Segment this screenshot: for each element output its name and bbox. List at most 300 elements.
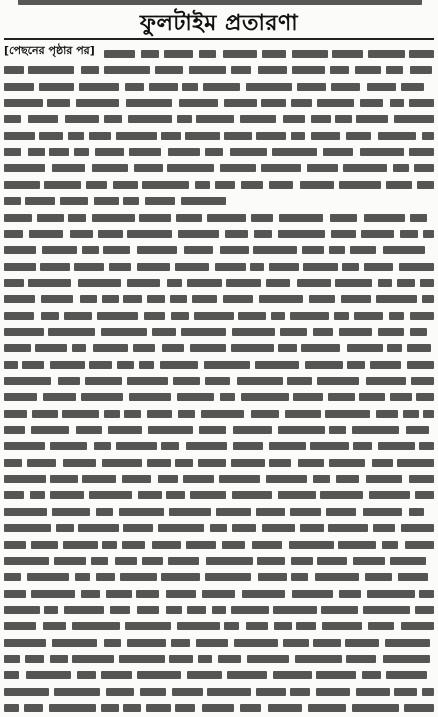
text-word (266, 279, 290, 287)
text-word (203, 83, 240, 91)
text-word (186, 541, 216, 549)
text-word (127, 377, 168, 385)
text-word (81, 590, 100, 598)
text-word (139, 361, 154, 369)
text-word (367, 590, 415, 598)
text-word (196, 115, 234, 123)
text-word (231, 66, 251, 74)
text-word (308, 704, 346, 712)
text-word (63, 541, 98, 549)
text-word (386, 181, 412, 189)
text-word (39, 132, 63, 140)
text-word (137, 606, 159, 614)
text-line (4, 148, 434, 156)
text-word (137, 263, 170, 271)
text-word (52, 639, 97, 647)
text-word (369, 491, 410, 499)
text-word (224, 622, 239, 630)
text-word (199, 50, 216, 58)
text-word (4, 442, 45, 450)
text-line (4, 99, 434, 107)
text-word (189, 66, 226, 74)
text-word (256, 508, 285, 516)
text-word (224, 132, 252, 140)
text-word (254, 230, 272, 238)
text-word (385, 639, 430, 647)
text-word (41, 295, 73, 303)
text-word (4, 410, 27, 418)
text-word (257, 557, 285, 565)
text-word (240, 115, 276, 123)
text-word (199, 426, 226, 434)
text-word (246, 83, 292, 91)
text-line (4, 115, 434, 123)
text-word (43, 393, 76, 401)
text-line (4, 132, 434, 140)
text-word (290, 688, 310, 696)
text-word (140, 688, 166, 696)
text-word (323, 148, 353, 156)
text-word (49, 148, 69, 156)
text-word (137, 671, 181, 679)
text-word (220, 393, 235, 401)
text-word (4, 655, 20, 663)
text-word (226, 279, 261, 287)
text-word (231, 344, 274, 352)
text-word (79, 83, 119, 91)
text-word (128, 115, 172, 123)
text-word (232, 524, 256, 532)
text-line (4, 230, 434, 238)
text-word (341, 295, 371, 303)
text-line (4, 655, 434, 663)
text-word (4, 426, 25, 434)
text-word (190, 491, 226, 499)
text-word (47, 99, 70, 107)
text-word (4, 66, 24, 74)
text-word (148, 426, 193, 434)
text-word (389, 312, 404, 320)
text-word (30, 491, 45, 499)
text-word (104, 66, 150, 74)
text-word (64, 606, 104, 614)
text-word (415, 606, 434, 614)
text-word (205, 377, 230, 385)
text-word (272, 148, 317, 156)
text-word (321, 606, 358, 614)
text-word (52, 164, 85, 172)
text-word (129, 148, 161, 156)
text-word (330, 66, 349, 74)
text-word (29, 230, 63, 238)
text-word (179, 99, 218, 107)
text-word (382, 541, 398, 549)
text-word (302, 246, 324, 254)
text-word (370, 361, 401, 369)
text-word (295, 655, 342, 663)
text-word (161, 442, 179, 450)
text-line (4, 377, 434, 385)
text-line (4, 410, 434, 418)
text-word (332, 50, 363, 58)
text-word (283, 115, 305, 123)
text-word (4, 279, 24, 287)
text-word (50, 655, 68, 663)
text-word (274, 622, 292, 630)
text-word (362, 671, 381, 679)
text-line (4, 328, 434, 336)
text-word (293, 393, 323, 401)
text-word (4, 230, 23, 238)
text-word (81, 393, 123, 401)
text-line (4, 671, 434, 679)
text-word (363, 606, 410, 614)
text-word (406, 426, 429, 434)
text-word (202, 590, 235, 598)
text-word (207, 688, 251, 696)
text-word (310, 442, 349, 450)
text-word (201, 410, 244, 418)
text-word (386, 66, 403, 74)
text-word (315, 573, 359, 581)
text-word (98, 230, 123, 238)
text-word (220, 164, 256, 172)
text-word (345, 639, 379, 647)
text-word (94, 442, 111, 450)
text-word (70, 230, 93, 238)
text-word (237, 377, 283, 385)
text-word (106, 688, 134, 696)
text-word (366, 377, 406, 385)
text-word (4, 164, 45, 172)
text-word (4, 606, 40, 614)
text-word (142, 557, 163, 565)
text-line (4, 164, 434, 172)
text-line (4, 66, 434, 74)
text-word (300, 524, 324, 532)
text-word (322, 622, 362, 630)
text-word (25, 197, 55, 205)
text-word (378, 279, 392, 287)
text-word (361, 230, 394, 238)
text-word (266, 475, 307, 483)
text-word (169, 655, 193, 663)
text-line (4, 524, 434, 532)
text-word (346, 132, 371, 140)
text-word (297, 83, 326, 91)
text-word (126, 99, 172, 107)
text-word (147, 295, 165, 303)
text-word (400, 230, 418, 238)
text-word (278, 230, 325, 238)
text-word (378, 328, 404, 336)
text-word (89, 132, 111, 140)
lead-in-label: [পেছনের পৃষ্ঠার পর] (4, 44, 98, 58)
text-word (204, 361, 250, 369)
text-word (74, 263, 104, 271)
text-word (76, 99, 119, 107)
text-word (423, 410, 434, 418)
text-word (123, 524, 153, 532)
text-word (168, 557, 199, 565)
text-word (123, 704, 141, 712)
text-word (72, 344, 86, 352)
text-word (119, 655, 165, 663)
text-word (317, 377, 359, 385)
text-word (241, 393, 289, 401)
text-word (273, 606, 317, 614)
text-word (93, 344, 128, 352)
text-word (316, 671, 356, 679)
text-word (390, 557, 426, 565)
text-word (394, 688, 417, 696)
text-word (230, 148, 267, 156)
text-word (4, 622, 36, 630)
text-word (328, 524, 368, 532)
text-word (353, 442, 372, 450)
text-word (401, 83, 424, 91)
text-word (410, 312, 434, 320)
text-line (4, 639, 434, 647)
text-word (158, 524, 204, 532)
text-word (241, 181, 263, 189)
text-word (373, 524, 395, 532)
text-word (364, 214, 405, 222)
text-word (4, 181, 40, 189)
text-word (138, 491, 162, 499)
text-word (290, 312, 329, 320)
text-word (311, 132, 340, 140)
text-word (417, 181, 434, 189)
text-word (216, 508, 251, 516)
text-word (363, 508, 402, 516)
text-line (4, 197, 228, 205)
text-word (398, 573, 428, 581)
text-word (269, 263, 299, 271)
text-word (123, 197, 139, 205)
text-word (178, 230, 219, 238)
text-word (124, 410, 141, 418)
text-word (273, 671, 312, 679)
text-word (359, 393, 385, 401)
text-word (86, 181, 107, 189)
text-word (123, 295, 142, 303)
text-word (311, 115, 331, 123)
text-word (82, 246, 99, 254)
text-word (4, 541, 26, 549)
text-word (367, 83, 396, 91)
text-word (4, 99, 43, 107)
text-word (368, 622, 394, 630)
text-word (32, 410, 58, 418)
text-word (4, 639, 46, 647)
text-word (414, 164, 434, 172)
text-word (301, 344, 340, 352)
text-word (331, 230, 356, 238)
text-word (60, 197, 88, 205)
text-word (50, 475, 78, 483)
text-word (269, 459, 291, 467)
text-word (317, 99, 354, 107)
text-word (291, 99, 312, 107)
text-word (28, 148, 45, 156)
text-word (352, 704, 399, 712)
text-word (360, 99, 383, 107)
text-word (41, 312, 59, 320)
text-word (250, 263, 264, 271)
text-word (166, 606, 182, 614)
text-word (49, 704, 96, 712)
text-word (161, 573, 200, 581)
text-word (63, 459, 96, 467)
text-word (210, 524, 227, 532)
text-word (171, 639, 190, 647)
text-word (259, 295, 303, 303)
text-word (346, 655, 376, 663)
text-word (419, 590, 434, 598)
text-word (317, 557, 347, 565)
text-word (409, 50, 434, 58)
text-word (195, 181, 210, 189)
text-word (104, 410, 120, 418)
text-word (330, 214, 357, 222)
text-word (339, 328, 372, 336)
text-word (354, 312, 383, 320)
text-word (142, 181, 189, 189)
text-word (366, 475, 402, 483)
text-word (147, 410, 172, 418)
text-word (313, 639, 341, 647)
text-word (181, 197, 226, 205)
text-word (291, 557, 313, 565)
text-word (177, 393, 214, 401)
text-word (291, 573, 308, 581)
text-word (145, 197, 175, 205)
text-word (186, 442, 227, 450)
text-word (390, 99, 404, 107)
text-word (31, 426, 69, 434)
text-word (139, 214, 171, 222)
text-word (4, 263, 36, 271)
text-word (95, 148, 124, 156)
text-word (256, 132, 286, 140)
text-word (108, 426, 142, 434)
text-word (89, 361, 112, 369)
text-word (356, 688, 390, 696)
text-word (4, 197, 21, 205)
text-line (4, 541, 434, 549)
text-word (411, 377, 434, 385)
text-word (85, 377, 122, 385)
text-word (4, 524, 51, 532)
text-word (278, 344, 297, 352)
text-word (177, 115, 192, 123)
text-word (342, 263, 359, 271)
text-word (4, 688, 49, 696)
text-word (122, 541, 145, 549)
text-word (190, 344, 226, 352)
text-word (28, 279, 71, 287)
text-line (4, 263, 434, 271)
text-word (409, 148, 434, 156)
text-word (292, 590, 333, 598)
text-word (44, 606, 58, 614)
text-word (37, 214, 64, 222)
text-word (42, 246, 77, 254)
text-word (278, 491, 316, 499)
text-word (360, 148, 404, 156)
text-line (4, 606, 434, 614)
text-word (352, 426, 399, 434)
text-word (339, 590, 361, 598)
text-word (178, 410, 195, 418)
article-body (4, 42, 434, 717)
text-word (305, 361, 343, 369)
text-word (364, 263, 393, 271)
text-word (65, 115, 99, 123)
text-word (407, 361, 434, 369)
text-word (410, 214, 427, 222)
text-word (355, 66, 381, 74)
text-word (104, 115, 122, 123)
text-word (409, 475, 434, 483)
text-word (106, 590, 132, 598)
text-word (160, 361, 198, 369)
text-word (347, 344, 383, 352)
text-word (4, 361, 18, 369)
text-line (4, 573, 434, 581)
text-word (328, 393, 355, 401)
text-word (4, 246, 36, 254)
text-line (4, 181, 434, 189)
text-word (238, 312, 266, 320)
text-word (376, 295, 417, 303)
text-word (62, 410, 99, 418)
text-word (269, 442, 306, 450)
text-word (196, 639, 228, 647)
text-word (102, 541, 117, 549)
text-word (127, 230, 172, 238)
text-word (403, 410, 419, 418)
text-word (401, 524, 434, 532)
text-word (383, 246, 425, 254)
text-word (365, 573, 392, 581)
text-line (4, 214, 434, 222)
text-word (231, 606, 269, 614)
text-word (325, 410, 370, 418)
text-word (386, 671, 427, 679)
text-word (152, 541, 181, 549)
text-word (262, 50, 286, 58)
text-word (233, 442, 263, 450)
text-word (96, 573, 115, 581)
text-word (125, 622, 171, 630)
text-word (39, 83, 74, 91)
text-word (104, 639, 121, 647)
text-word (393, 164, 409, 172)
text-word (82, 475, 116, 483)
text-word (187, 671, 222, 679)
text-word (405, 541, 434, 549)
text-word (372, 459, 393, 467)
text-word (220, 246, 249, 254)
text-word (144, 312, 165, 320)
text-word (242, 590, 285, 598)
text-word (233, 426, 272, 434)
text-word (110, 606, 130, 614)
text-word (158, 475, 178, 483)
text-line (4, 475, 434, 483)
